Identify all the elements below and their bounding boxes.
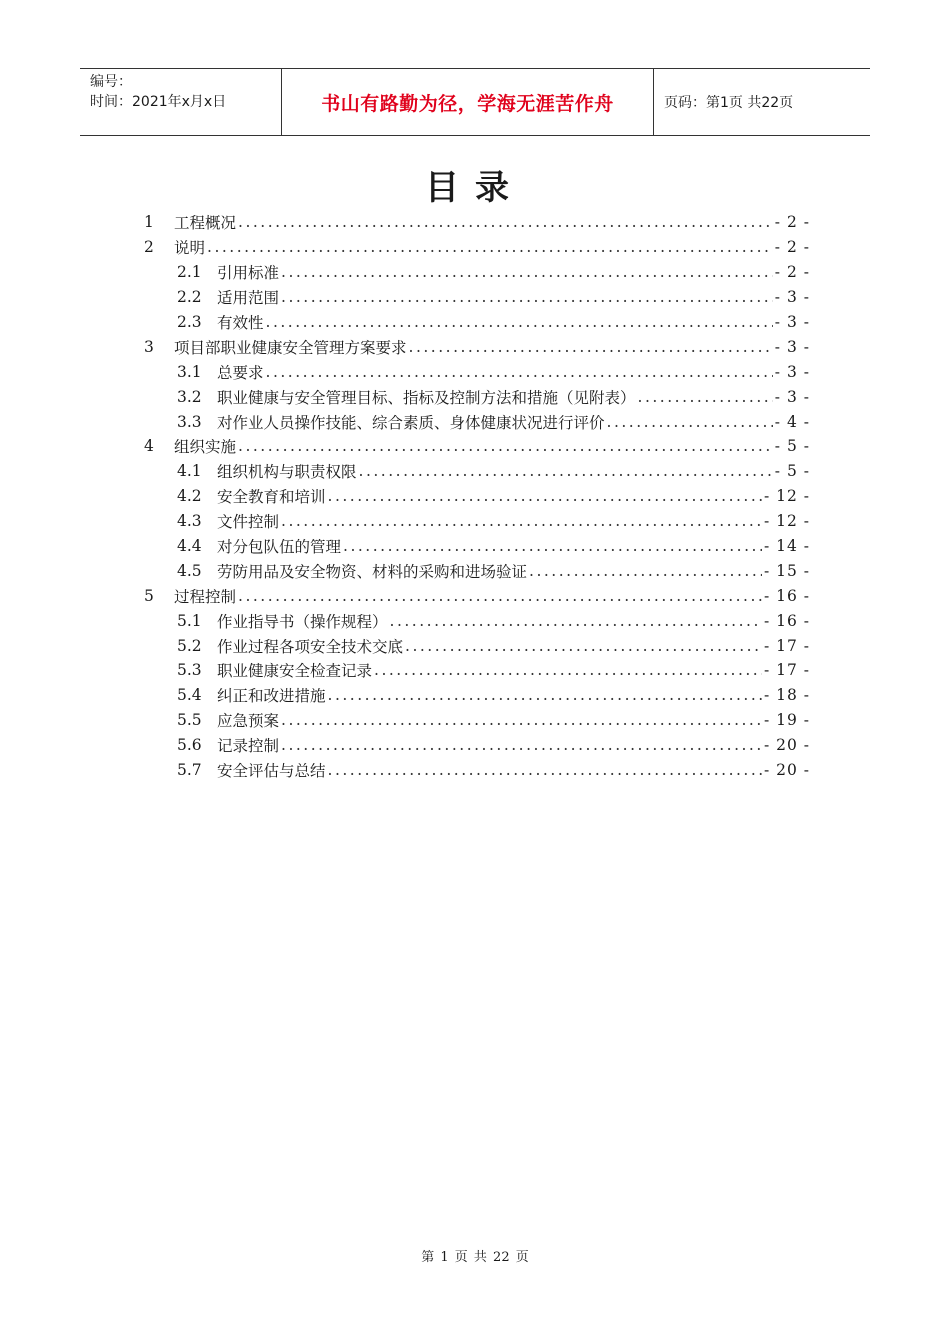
page-footer: 第 1 页 共 22 页	[421, 1250, 529, 1265]
toc-entry-number: 5.5	[177, 711, 202, 730]
toc-entry[interactable]	[144, 608, 810, 633]
toc-leader-dots	[238, 437, 773, 455]
toc-entry-label: 工程概况	[174, 214, 237, 233]
toc-entry-label: 对分包队伍的管理	[217, 538, 342, 557]
toc-entry-label: 总要求	[217, 363, 264, 382]
toc-leader-dots	[281, 263, 773, 281]
toc-entry[interactable]	[144, 235, 810, 260]
toc-entry[interactable]	[144, 434, 810, 459]
toc-entry-label: 作业指导书（操作规程）	[217, 612, 388, 631]
table-of-contents	[144, 210, 810, 782]
toc-entry-page: - 16 -	[763, 586, 810, 605]
toc-entry-label: 纠正和改进措施	[217, 687, 326, 706]
toc-entry[interactable]	[144, 310, 810, 335]
toc-entry[interactable]	[144, 484, 810, 509]
toc-entry[interactable]	[144, 733, 810, 758]
toc-entry-page: - 20 -	[763, 736, 810, 755]
toc-entry-label: 职业健康安全检查记录	[217, 662, 373, 681]
toc-leader-dots	[207, 238, 773, 256]
toc-entry-page: - 15 -	[763, 561, 810, 580]
toc-leader-dots	[328, 761, 762, 779]
toc-entry-number: 1	[144, 213, 154, 232]
toc-entry-label: 组织机构与职责权限	[217, 463, 357, 482]
toc-entry-label: 适用范围	[217, 289, 280, 308]
toc-entry-number: 5.4	[177, 686, 202, 705]
toc-entry[interactable]	[144, 384, 810, 409]
toc-leader-dots	[390, 612, 762, 630]
toc-entry-label: 劳防用品及安全物资、材料的采购和进场验证	[217, 562, 528, 581]
toc-entry-number: 2.2	[177, 288, 202, 307]
toc-entry-page: - 3 -	[774, 288, 810, 307]
toc-entry-page: - 5 -	[774, 462, 810, 481]
toc-entry-label: 对作业人员操作技能、综合素质、身体健康状况进行评价	[217, 413, 605, 432]
toc-entry-page: - 20 -	[763, 761, 810, 780]
toc-entry-number: 2.3	[177, 313, 202, 331]
toc-entry[interactable]	[144, 260, 810, 285]
toc-entry-label: 有效性	[217, 314, 264, 332]
toc-entry-number: 5	[144, 586, 154, 605]
toc-entry[interactable]	[144, 758, 810, 783]
toc-entry-number: 2.1	[177, 263, 202, 282]
toc-entry-page: - 2 -	[774, 213, 810, 232]
toc-entry[interactable]	[144, 534, 810, 559]
toc-entry-page: - 17 -	[763, 636, 810, 655]
toc-leader-dots	[238, 587, 762, 605]
toc-entry[interactable]	[144, 409, 810, 434]
toc-entry[interactable]	[144, 459, 810, 484]
header-meta	[80, 69, 282, 135]
toc-entry-label: 职业健康与安全管理目标、指标及控制方法和措施（见附表）	[217, 388, 636, 407]
toc-entry[interactable]	[144, 583, 810, 608]
header-page-info: 页码：第1页 共22页	[664, 95, 794, 111]
toc-entry-label: 组织实施	[174, 438, 237, 457]
toc-leader-dots	[405, 637, 762, 655]
toc-leader-dots	[328, 686, 762, 704]
toc-leader-dots	[238, 213, 773, 231]
toc-entry[interactable]	[144, 334, 810, 359]
toc-entry-number: 3	[144, 337, 154, 356]
toc-entry[interactable]	[144, 210, 810, 235]
toc-entry-page: - 16 -	[763, 611, 810, 630]
toc-entry-page: - 12 -	[763, 487, 810, 506]
toc-leader-dots	[607, 413, 773, 431]
toc-entry-number: 3.1	[177, 362, 202, 381]
toc-entry-number: 5.6	[177, 736, 202, 755]
toc-entry-number: 5.3	[177, 661, 202, 680]
toc-leader-dots	[343, 537, 762, 555]
toc-entry-number: 5.1	[177, 611, 202, 630]
toc-entry-number: 5.7	[177, 761, 202, 780]
toc-entry-number: 5.2	[177, 636, 202, 655]
toc-entry-page: - 3 -	[774, 313, 810, 331]
toc-entry-page: - 2 -	[774, 238, 810, 257]
toc-entry-page: - 2 -	[774, 263, 810, 282]
toc-entry-number: 2	[144, 238, 154, 257]
toc-leader-dots	[328, 487, 762, 505]
toc-leader-dots	[638, 388, 773, 406]
toc-entry-page: - 17 -	[763, 661, 810, 680]
document-time-label: 时间：2021年x月x日	[90, 94, 227, 110]
toc-leader-dots	[266, 313, 773, 331]
toc-entry-page: - 18 -	[763, 686, 810, 705]
page-header	[80, 68, 870, 136]
toc-entry-label: 应急预案	[217, 712, 280, 731]
toc-entry-label: 说明	[174, 239, 206, 258]
toc-entry-label: 作业过程各项安全技术交底	[217, 637, 404, 656]
toc-leader-dots	[529, 562, 762, 580]
toc-entry[interactable]	[144, 285, 810, 310]
toc-entry[interactable]	[144, 558, 810, 583]
toc-entry[interactable]	[144, 633, 810, 658]
header-motto: 书山有路勤为径，学海无涯苦作舟	[282, 69, 654, 135]
document-number-label: 编号：	[90, 74, 132, 90]
toc-entry-page: - 12 -	[763, 512, 810, 531]
toc-entry-page: - 3 -	[774, 362, 810, 381]
toc-leader-dots	[359, 462, 773, 480]
toc-entry-number: 4.5	[177, 561, 202, 580]
toc-entry-number: 3.2	[177, 387, 202, 406]
toc-entry-page: - 3 -	[774, 337, 810, 356]
toc-entry-label: 引用标准	[217, 264, 280, 283]
toc-entry[interactable]	[144, 708, 810, 733]
toc-leader-dots	[281, 736, 762, 754]
toc-entry-label: 记录控制	[217, 737, 280, 756]
toc-entry-number: 4.2	[177, 487, 202, 506]
toc-leader-dots	[281, 512, 762, 530]
toc-leader-dots	[281, 711, 762, 729]
toc-entry-number: 3.3	[177, 412, 202, 431]
toc-entry-number: 4	[144, 437, 154, 456]
toc-entry-label: 安全评估与总结	[217, 762, 326, 781]
toc-entry[interactable]	[144, 658, 810, 683]
toc-entry-label: 过程控制	[174, 587, 237, 606]
toc-entry-label: 安全教育和培训	[217, 488, 326, 507]
toc-entry-page: - 3 -	[774, 387, 810, 406]
toc-entry[interactable]	[144, 359, 810, 384]
toc-entry[interactable]	[144, 683, 810, 708]
toc-entry-page: - 14 -	[763, 537, 810, 556]
toc-leader-dots	[374, 661, 762, 679]
toc-leader-dots	[409, 338, 773, 356]
toc-entry[interactable]	[144, 509, 810, 534]
toc-leader-dots	[266, 363, 773, 381]
toc-entry-page: - 5 -	[774, 437, 810, 456]
toc-entry-label: 项目部职业健康安全管理方案要求	[174, 338, 407, 357]
toc-entry-page: - 4 -	[774, 412, 810, 431]
page-title: 目录	[425, 168, 525, 208]
toc-entry-number: 4.4	[177, 537, 202, 556]
toc-leader-dots	[281, 288, 773, 306]
toc-entry-number: 4.1	[177, 462, 202, 481]
toc-entry-label: 文件控制	[217, 513, 280, 532]
toc-entry-number: 4.3	[177, 512, 202, 531]
toc-entry-page: - 19 -	[763, 711, 810, 730]
